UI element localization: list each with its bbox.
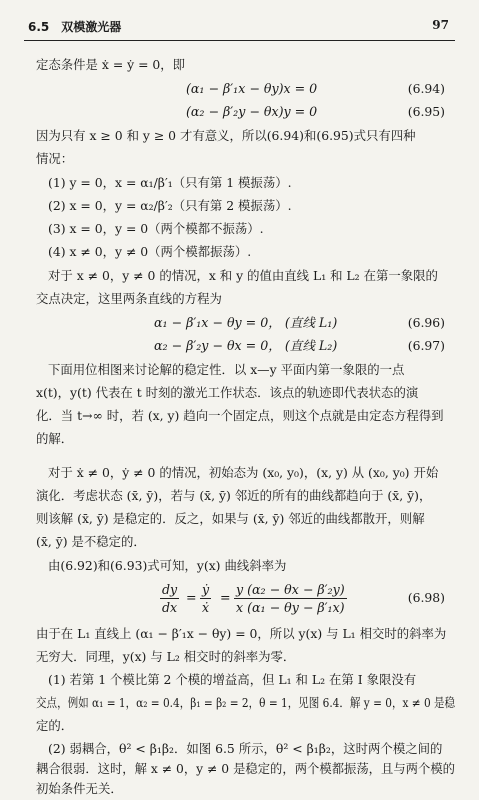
equation-number: (6.95) (407, 104, 445, 119)
text-line: 无穷大．同理，y(x) 与 L₂ 相交时的斜率为零． (36, 649, 296, 664)
case-item: (1) y = 0，x = α₁/β′₁（只有第 1 模振荡）. (48, 175, 292, 190)
text-line: 交点，例如 α₁ = 1，α₂ = 0.4，β₁ = β₂ = 2，θ = 1，见图 6.4．解 y = 0，x ≠ 0 是稳 (36, 695, 456, 710)
text-line: 因为只有 x ≥ 0 和 y ≥ 0 才有意义，所以(6.94)和(6.95)式只有四种 (36, 128, 416, 143)
case-item: (2) x = 0，y = α₂/β′₂（只有第 2 模振荡）. (48, 198, 292, 213)
text-line: 对于 x ≠ 0，y ≠ 0 的情况，x 和 y 的值由直线 L₁ 和 L₂ 在第一象限的 (48, 268, 438, 283)
text-line: 交点决定，这里两条直线的方程为 (36, 291, 222, 306)
equation-6-96: α₁ − β′₁x − θy = 0， (直线 L₁) (154, 315, 338, 330)
text-line: 情况： (36, 151, 74, 166)
header-rule (24, 40, 455, 41)
fraction-denominator: dx (162, 600, 178, 615)
text-line: 初始条件无关． (36, 781, 123, 796)
text-line: 定的． (36, 718, 74, 733)
case-item: (4) x ≠ 0，y ≠ 0（两个模都振荡）. (48, 244, 252, 259)
text-line: 则该解 (x̄, ȳ) 是稳定的．反之，如果与 (x̄, ȳ) 邻近的曲线都散开，则解 (36, 511, 425, 526)
text-line: (2) 弱耦合，θ² < β₁β₂．如图 6.5 所示，θ² < β₁β₂，这时两个模之间的 (48, 741, 443, 756)
text-line: 由于在 L₁ 直线上 (α₁ − β′₁x − θy) = 0，所以 y(x) 与 L₁ 相交时的斜率为 (36, 626, 447, 641)
equation-6-97: α₂ − β′₂y − θx = 0， (直线 L₂) (154, 338, 338, 353)
text-line: 演化．考虑状态 (x̄, ȳ)，若与 (x̄, ȳ) 邻近的所有的曲线都趋向于 (x̄, ȳ)， (36, 488, 432, 503)
equation-6-95: (α₂ − β′₂y − θx)y = 0 (186, 104, 318, 119)
equals-sign: = (220, 590, 231, 605)
page-number: 97 (432, 18, 449, 32)
fraction-numerator: y (α₂ − θx − β′₂y) (236, 582, 345, 597)
equation-number: (6.98) (407, 590, 445, 605)
text-line: 化．当 t→∞ 时，若 (x, y) 趋向一个固定点，则这个点就是由定态方程得到 (36, 408, 444, 423)
section-title: 6.5 双模激光器 (28, 20, 122, 34)
text-line: x(t)，y(t) 代表在 t 时刻的激光工作状态．该点的轨迹即代表状态的演 (36, 385, 419, 400)
equation-6-94: (α₁ − β′₁x − θy)x = 0 (186, 81, 318, 96)
fraction-denominator: ẋ (202, 600, 210, 615)
fraction-numerator: ẏ (202, 582, 210, 597)
text-line: 下面用位相图来讨论解的稳定性．以 x—y 平面内第一象限的一点 (48, 362, 405, 377)
equation-number: (6.96) (407, 315, 445, 330)
text-line: (x̄, ȳ) 是不稳定的． (36, 534, 146, 549)
fraction-denominator: x (α₁ − θy − β′₁x) (236, 600, 345, 615)
case-item: (3) x = 0，y = 0（两个模都不振荡）. (48, 221, 264, 236)
text-line: 的解． (36, 431, 74, 446)
text-line: 对于 ẋ ≠ 0，ẏ ≠ 0 的情况，初始态为 (x₀, y₀)，(x, y) 从 (x₀, y₀) 开始 (48, 465, 439, 480)
equation-number: (6.97) (407, 338, 445, 353)
text-line: 耦合很弱．这时，解 x ≠ 0，y ≠ 0 是稳定的，两个模都振荡，且与两个模的 (36, 761, 455, 776)
equals-sign: = (186, 590, 197, 605)
fraction-numerator: dy (162, 582, 178, 597)
running-header (24, 14, 455, 38)
equation-number: (6.94) (407, 81, 445, 96)
text-line: (1) 若第 1 个模比第 2 个模的增益高，但 L₁ 和 L₂ 在第 Ⅰ 象限没有 (48, 672, 417, 687)
text-line: 由(6.92)和(6.93)式可知，y(x) 曲线斜率为 (48, 558, 287, 573)
text-line: 定态条件是 ẋ = ẏ = 0，即 (36, 57, 186, 72)
